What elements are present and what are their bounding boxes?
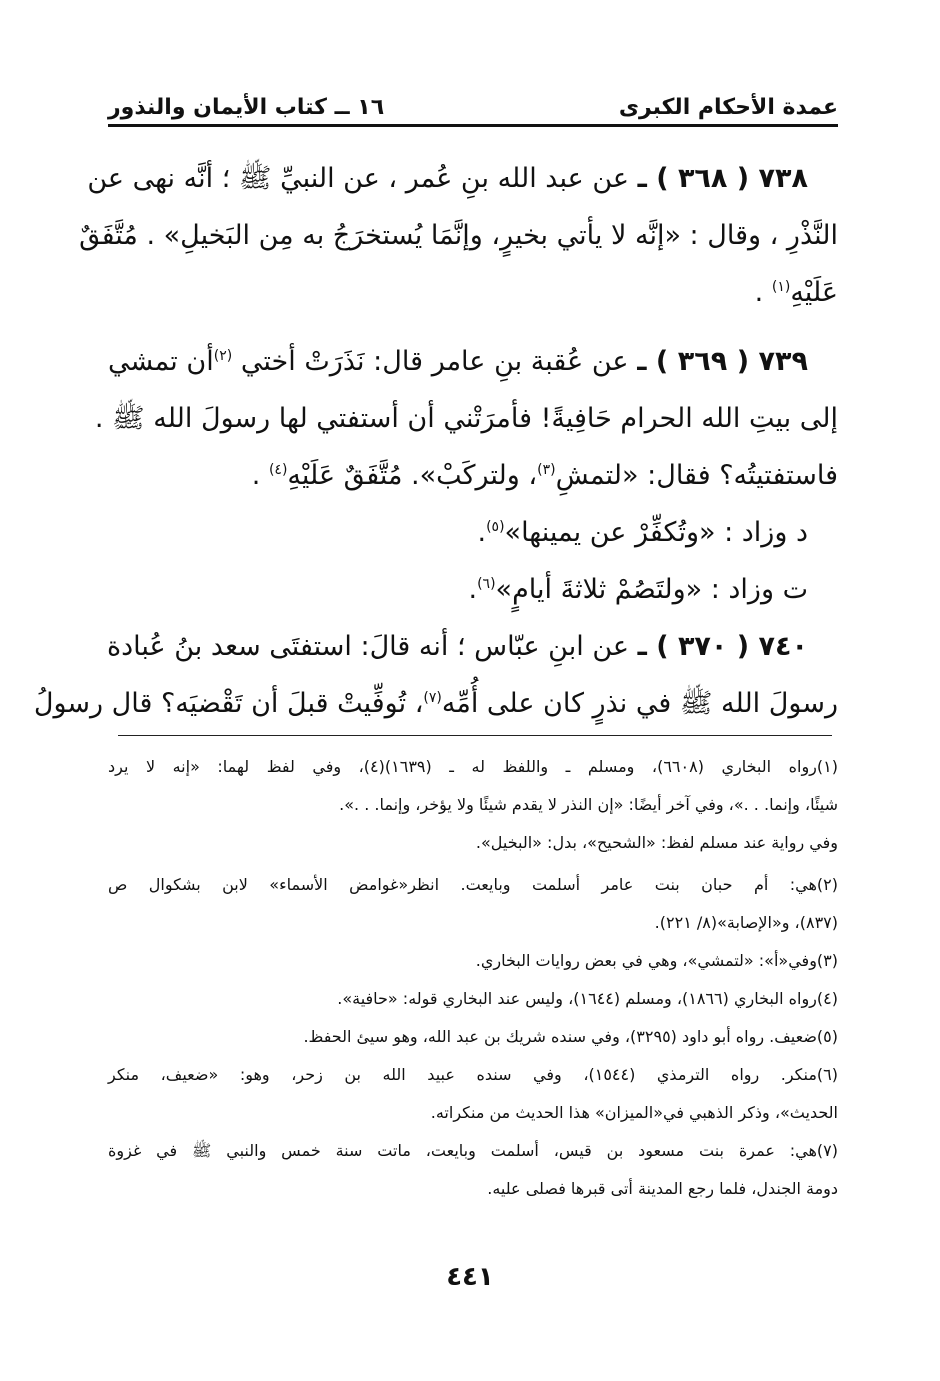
footnote-4: (٤)رواه البخاري (١٨٦٦)، ومسلم (١٦٤٤)، وليس عند البخاري قوله: «حافية». [337, 989, 838, 1008]
footnote-separator [118, 735, 832, 736]
footnotes [108, 748, 838, 1208]
hadith-740-text-2b: ، تُوفِّيتْ قبلَ أن تَقْضيَه؟ قال رسولُ [33, 688, 424, 719]
footnote-ref-4: (٤) [268, 462, 288, 478]
footnote-ref-5: (٥) [486, 519, 505, 535]
hadith-738-end: . [754, 277, 764, 308]
abu-dawud-addition [108, 504, 838, 561]
tirmidhi-end: . [468, 574, 478, 605]
hadith-739-end: . [251, 460, 261, 491]
main-text [33, 150, 838, 732]
footnote-ref-7: (٧) [423, 690, 442, 706]
page-number: ٤٤١ [446, 1262, 494, 1292]
tirmidhi-text: ت وزاد : «ولتَصُمْ ثلاثةَ أيامٍ» [495, 574, 808, 605]
footnote-3: (٣)وفي«أ»: «لتمشي»، وهي في بعض روايات البخاري. [475, 951, 838, 970]
chapter-title: ١٦ ــ كتاب الأيمان والنذور [108, 95, 385, 120]
hadith-740-number: ٧٤٠ ( ٣٧٠ ) ـ [637, 631, 808, 662]
footnote-6-line-2: الحديث»، وذكر الذهبي في«الميزان» هذا الحديث من منكراته. [430, 1103, 838, 1122]
tirmidhi-addition [108, 561, 838, 618]
hadith-739-line-2 [94, 390, 838, 447]
running-header [108, 78, 838, 127]
hadith-740-line-1 [108, 618, 838, 675]
hadith-738-text-3: عَلَيْهِ [790, 277, 838, 308]
hadith-739-number: ٧٣٩ ( ٣٦٩ ) ـ [637, 346, 808, 377]
hadith-738-line-1 [87, 150, 838, 207]
footnote-6-line-1: (٦)منكر. رواه الترمذي (١٥٤٤)، وفي سنده عبيد الله بن زحر، وهو: «ضعيف، منكر [108, 1065, 839, 1084]
footnote-2-line-1: (٢)هي: أم حبان بنت عامر أسلمت وبايعت. انظر«غوامض الأسماء» لابن بشكوال ص [108, 875, 838, 894]
footnote-ref-1: (١) [771, 279, 791, 295]
hadith-740-text-2a: رسولَ الله ﷺ في نذرٍ كان على أُمِّه [441, 688, 838, 719]
hadith-738-text-1: عن عبد الله بنِ عُمر ، عن النبيِّ ﷺ ؛ أنَّه نهى عن [87, 163, 629, 194]
hadith-738-text-2: النَّذْرِ ، وقال : «إنَّه لا يأتي بخيرٍ، وإنَّمَا يُستخرَجُ به مِن البَخيلِ» . مُتَّفَقٌ [79, 220, 838, 251]
hadith-739-text-2: إلى بيتِ الله الحرام حَافِيةً! فأمرَتْني أن أستفتي لها رسولَ الله ﷺ . [94, 403, 838, 434]
footnote-1-line-2: شيئًا، وإنما. . .»، وفي آخر أيضًا: «إن النذر لا يقدم شيئًا ولا يؤخر، وإنما. . .». [339, 795, 838, 814]
hadith-739-line-3 [108, 447, 838, 504]
hadith-740-text-1: عن ابنِ عبّاس ؛ أنه قالَ: استفتَى سعد بنُ عُبادة [107, 631, 629, 662]
hadith-739-text-1: عن عُقبة بنِ عامر قال: نَذَرَتْ أختي [240, 346, 629, 377]
hadith-738-line-3 [108, 264, 838, 321]
footnote-1-line-1: (١)رواه البخاري (٦٦٠٨)، ومسلم ـ واللفظ له ـ (١٦٣٩)(٤)، وفي لفظ لهما: «إنه لا يرد [108, 757, 838, 776]
footnote-5: (٥)ضعيف. رواه أبو داود (٣٢٩٥)، وفي سنده شريك بن عبد الله، وهو سيئ الحفظ. [303, 1027, 838, 1046]
footnote-ref-2: (٢) [213, 348, 233, 364]
abu-dawud-text: د وزاد : «وتُكفِّرْ عن يمينها» [504, 517, 808, 548]
footnote-1-line-3: وفي رواية عند مسلم لفظ: «الشحيح»، بدل: «البخيل». [475, 833, 838, 852]
abu-dawud-end: . [477, 517, 487, 548]
footnote-ref-6: (٦) [477, 576, 496, 592]
hadith-739-text-1-end: أن تمشي [108, 346, 214, 377]
hadith-739-text-3a: فاستفتيتُه؟ فقال: «لتمشِ [555, 460, 838, 491]
footnote-2-line-2: (٨٣٧)، و«الإصابة»(٨/ ٢٢١). [654, 913, 838, 932]
hadith-739-line-1 [108, 333, 838, 390]
hadith-738-line-2 [79, 207, 838, 264]
footnote-7-line-1: (٧)هي: عمرة بنت مسعود بن قيس، أسلمت وبايعت، ماتت سنة خمس والنبي ﷺ في غزوة [108, 1141, 838, 1160]
hadith-740-line-2 [33, 675, 838, 732]
footnote-7-line-2: دومة الجندل، فلما رجع المدينة أتى قبرها فصلى عليه. [487, 1179, 838, 1198]
footnote-ref-3: (٣) [537, 462, 556, 478]
hadith-738-number: ٧٣٨ ( ٣٦٨ ) ـ [637, 163, 808, 194]
book-title: عمدة الأحكام الكبرى [618, 95, 838, 120]
hadith-739-text-3b: ، ولتركَبْ». مُتَّفَقٌ عَلَيْهِ [287, 460, 538, 491]
